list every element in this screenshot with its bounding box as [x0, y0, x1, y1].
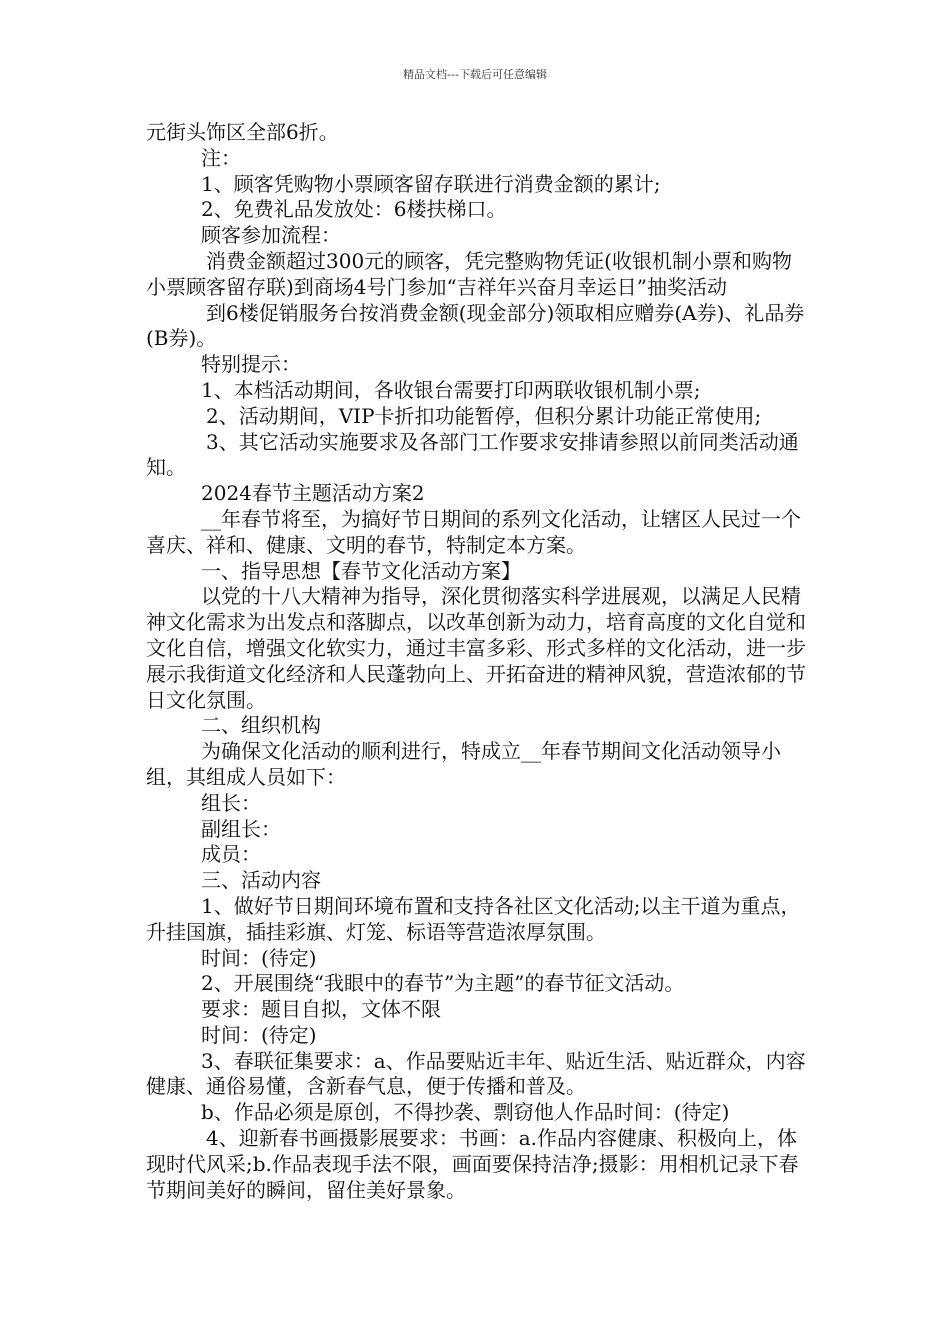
paragraph: 时间：(待定): [201, 945, 317, 970]
paragraph: 顾客参加流程：: [201, 223, 341, 248]
paragraph: 成员：: [201, 842, 261, 867]
paragraph: b、作品必须是原创，不得抄袭、剽窃他人作品时间：(待定): [201, 1100, 730, 1125]
paragraph: 消费金额超过300元的顾客，凭完整购物凭证(收银机制小票和购物小票顾客留存联)到商场4号门参加“吉祥年兴奋月幸运日”抽奖活动: [146, 248, 792, 299]
paragraph: 4、迎新春书画摄影展要求：书画：a.作品内容健康、积极向上，体现时代风采;b.作品表现手法不限，画面要保持洁净;摄影：用相机记录下春节期间美好的瞬间，留住美好景象。: [146, 1126, 799, 1202]
paragraph: 2、活动期间，VIP卡折扣功能暂停，但积分累计功能正常使用;: [206, 403, 762, 428]
paragraph: 特别提示：: [201, 352, 301, 377]
document-body: [146, 120, 810, 1203]
page-header: 精品文档---下载后可任意编辑: [403, 68, 547, 81]
paragraph: 副组长：: [201, 816, 281, 841]
paragraph: 2、免费礼品发放处：6楼扶梯口。: [201, 197, 507, 222]
paragraph: 时间：(待定): [201, 1022, 317, 1047]
paragraph: 3、其它活动实施要求及各部门工作要求安排请参照以前同类活动通知。: [146, 429, 799, 480]
paragraph: 以党的十八大精神为指导，深化贯彻落实科学进展观，以满足人民精神文化需求为出发点和落脚点，以改革创新为动力，培育高度的文化自觉和文化自信，增强文化软实力，通过丰富多彩、形式多样的文化活动，进一步展示我街道文化经济和人民蓬勃向上、开拓奋进的精神风貌，营造浓郁的节日文化氛围。: [146, 584, 806, 712]
paragraph: __年春节将至，为搞好节日期间的系列文化活动，让辖区人民过一个喜庆、祥和、健康、文明的春节，特制定本方案。: [146, 506, 801, 557]
paragraph: 1、做好节日期间环境布置和支持各社区文化活动;以主干道为重点，升挂国旗，插挂彩旗、灯笼、标语等营造浓厚氛围。: [146, 893, 801, 944]
paragraph: 到6楼促销服务台按消费金额(现金部分)领取相应赠券(A券)、礼品券(B券)。: [146, 300, 805, 351]
paragraph: 为确保文化活动的顺利进行，特成立__年春节期间文化活动领导小组，其组成人员如下：: [146, 739, 781, 789]
paragraph: 1、顾客凭购物小票顾客留存联进行消费金额的累计;: [201, 171, 661, 196]
paragraph: 元街头饰区全部6折。: [146, 120, 339, 144]
paragraph: 1、本档活动期间，各收银台需要打印两联收银机制小票;: [201, 377, 701, 402]
section-heading: 二、组织机构: [201, 713, 321, 738]
paragraph: 要求：题目自拟，文体不限: [201, 997, 441, 1022]
section-heading: 一、指导思想【春节文化活动方案】: [201, 558, 521, 583]
paragraph: 注：: [201, 145, 241, 170]
paragraph: 3、春联征集要求：a、作品要贴近丰年、贴近生活、贴近群众，内容健康、通俗易懂，含新春气息，便于传播和普及。: [146, 1048, 806, 1099]
paragraph: 2、开展围绕“我眼中的春节”为主题”的春节征文活动。: [201, 971, 685, 996]
section-heading: 三、活动内容: [201, 868, 321, 893]
paragraph: 组长：: [201, 790, 261, 815]
section-title: 2024春节主题活动方案2: [201, 481, 425, 506]
